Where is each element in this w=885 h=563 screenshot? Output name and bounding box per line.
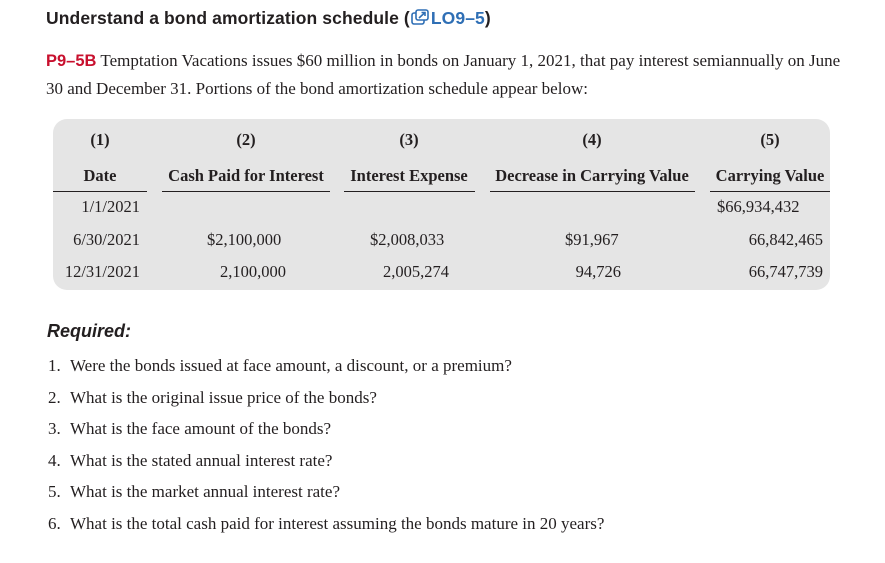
table-cell-interest: $2,008,033	[370, 230, 445, 249]
question-number: 1.	[48, 356, 61, 375]
learning-objective-link[interactable]: LO9–5	[430, 8, 485, 28]
table-cell-carrying: 66,747,739	[748, 262, 823, 281]
question-number: 2.	[48, 388, 61, 407]
col-header-cash: Cash Paid for Interest	[168, 166, 324, 185]
table-cell-date: 1/1/2021	[81, 197, 140, 216]
problem-id: P9–5B	[46, 52, 97, 70]
question-text: Were the bonds issued at face amount, a discount, or a premium?	[70, 356, 512, 375]
table-cell-date: 6/30/2021	[73, 230, 140, 249]
header-rule-5	[710, 191, 830, 192]
question-text: What is the face amount of the bonds?	[70, 419, 332, 438]
col-number-4: (4)	[582, 130, 602, 149]
required-label: Required:	[47, 321, 132, 341]
col-number-3: (3)	[399, 130, 419, 149]
col-number-1: (1)	[90, 130, 110, 149]
question-item	[48, 388, 377, 408]
table-cell-cash: $2,100,000	[207, 230, 282, 249]
col-header-carrying: Carrying Value	[715, 166, 825, 185]
table-cell-date: 12/31/2021	[64, 262, 140, 281]
header-rule-4	[490, 191, 695, 192]
question-text: What is the stated annual interest rate?	[70, 451, 333, 470]
question-number: 4.	[48, 451, 61, 470]
table-cell-decrease: $91,967	[565, 230, 619, 249]
table-cell-carrying: $66,934,432	[717, 197, 800, 216]
col-header-date: Date	[83, 166, 117, 185]
question-item	[48, 451, 332, 471]
question-number: 5.	[48, 482, 61, 501]
table-cell-carrying: 66,842,465	[748, 230, 823, 249]
header-rule-2	[162, 191, 330, 192]
question-text: What is the original issue price of the bonds?	[70, 388, 377, 407]
question-number: 3.	[48, 419, 61, 438]
col-header-interest: Interest Expense	[350, 166, 468, 185]
question-item	[48, 514, 604, 534]
question-item	[48, 356, 512, 376]
header-rule-1	[53, 191, 147, 192]
problem-statement	[46, 47, 846, 102]
header-rule-3	[344, 191, 475, 192]
col-header-decrease: Decrease in Carrying Value	[495, 166, 689, 185]
heading-title: Understand a bond amortization schedule (	[46, 8, 410, 28]
table-cell-decrease: 94,726	[575, 262, 621, 281]
table-cell-interest: 2,005,274	[383, 262, 449, 281]
question-text: What is the market annual interest rate?	[70, 482, 340, 501]
heading-close: )	[484, 8, 491, 28]
col-number-5: (5)	[760, 130, 780, 149]
external-link-icon[interactable]	[411, 9, 429, 26]
question-item	[48, 482, 340, 502]
question-number: 6.	[48, 514, 61, 533]
section-heading	[46, 8, 491, 29]
col-number-2: (2)	[236, 130, 256, 149]
table-cell-cash: 2,100,000	[220, 262, 286, 281]
problem-text: Temptation Vacations issues $60 million in bonds on January 1, 2021, that pay interest semiannually on June 30 and December 31. Portions of the bond amortization schedule appear below:	[46, 51, 841, 98]
question-text: What is the total cash paid for interest assuming the bonds mature in 20 years?	[70, 514, 605, 533]
question-item	[48, 419, 331, 439]
